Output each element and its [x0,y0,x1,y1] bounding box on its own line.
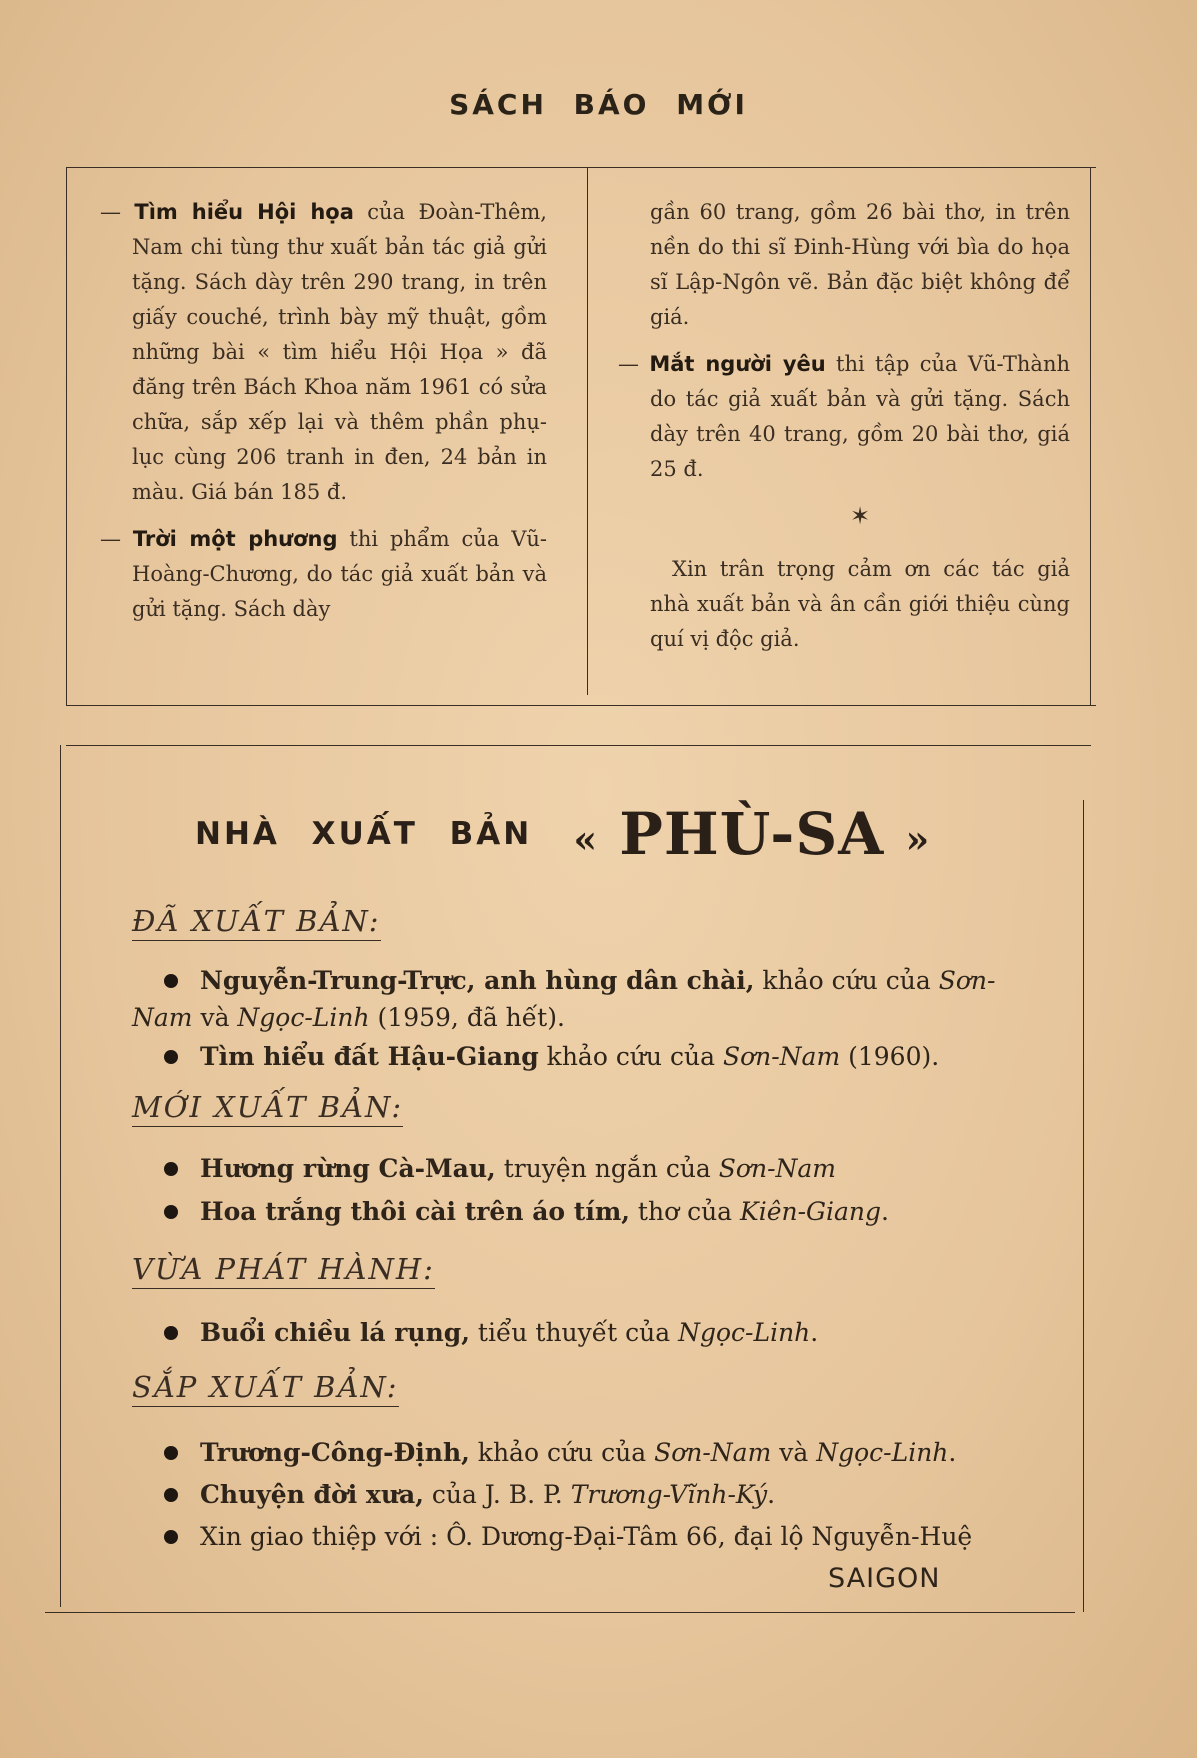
item-title: Tìm hiểu đất Hậu-Giang [200,1042,539,1071]
bullet-icon [164,1162,178,1176]
top-box-bottom-rule [66,705,1096,706]
item-author: Sơn-Nam [722,1042,841,1071]
item-title: Hoa trắng thôi cài trên áo tím, [200,1197,630,1226]
item-title: Trương-Công-Định, [200,1438,470,1467]
book-entry: — Trời một phương thi phẩm của Vũ-Hoàng-Chương, do tác giả xuất bản và gửi tặng. Sách dày [100,527,547,621]
item-author: Trương-Vĩnh-Ký [570,1480,768,1509]
page-heading: SÁCH BÁO MỚI [449,88,748,121]
item-desc: truyện ngắn của [495,1154,719,1183]
city-label: SAIGON [828,1563,941,1594]
item-title: Chuyện đời xưa, [200,1480,424,1509]
star-ornament: ✶ [849,502,871,530]
thanks-note: Xin trân trọng cảm ơn các tác giả nhà xuất bản và ân cần giới thiệu cùng quí vị độc giả. [650,557,1070,651]
section-heading-new: MỚI XUẤT BẢN: [132,1090,403,1127]
new-books-left-column [100,195,547,639]
item-author: Kiên-Giang [740,1197,882,1226]
item-author: Ngọc-Linh [237,1003,370,1032]
item-desc: khảo cứu của [538,1042,723,1071]
item-author: Ngọc-Linh [816,1438,949,1467]
item-title: Buổi chiều lá rụng, [200,1318,470,1347]
publisher-label: NHÀ XUẤT BẢN [195,816,533,852]
bullet-icon [164,1446,178,1460]
section-heading-just-released: VỪA PHÁT HÀNH: [132,1252,435,1289]
item-author: Sơn-Nam [718,1154,837,1183]
item-tail: . [948,1438,957,1467]
publisher-title [195,800,1015,868]
book-entry: — Mắt người yêu thi tập của Vũ-Thành do tác giả xuất bản và gửi tặng. Sách dày trên 40 trang, gồm 20 bài thơ, giá 25 đ. [618,352,1070,481]
book-description: thi tập của Vũ-Thành do tác giả xuất bản và gửi tặng. Sách dày trên 40 trang, gồm 20 bài thơ, giá 25 đ. [650,352,1070,481]
bullet-icon [164,1326,178,1340]
bottom-box-top-rule [66,745,1091,746]
bottom-box-right-rule [1083,800,1084,1612]
bullet-icon [164,1205,178,1219]
bullet-icon [164,1530,178,1544]
item-tail: (1959, đã hết). [369,1003,565,1032]
list-item [132,1038,1042,1075]
book-continuation: gần 60 trang, gồm 26 bài thơ, in trên nền do thi sĩ Đinh-Hùng với bìa do họa sĩ Lập-Ngôn vẽ. Bản đặc biệt không để giá. [650,200,1070,329]
item-desc: khảo cứu của [469,1438,655,1467]
book-title: Trời một phương [132,527,338,551]
list-item [132,1193,1042,1230]
list-item [132,1314,1042,1351]
item-tail: (1960). [840,1042,940,1071]
item-tail: . [881,1197,889,1226]
item-desc: khảo cứu của [754,966,939,995]
book-title: Mắt người yêu [649,352,826,376]
top-box-top-rule [66,167,1096,168]
book-description: thi phẩm của Vũ-Hoàng-Chương, do tác giả xuất bản và gửi tặng. Sách dày [132,527,547,621]
contact-text: Xin giao thiệp với : Ô. Dương-Đại-Tâm 66, đại lộ Nguyễn-Huệ [200,1522,973,1551]
close-quote: » [905,816,931,862]
item-title: Nguyễn-Trung-Trực, anh hùng dân chài, [200,966,755,995]
top-box-left-rule [66,167,67,705]
section-heading-published: ĐÃ XUẤT BẢN: [132,904,381,941]
list-item [132,1476,1042,1513]
bottom-box-bottom-rule [45,1612,1075,1613]
item-and: và [192,1003,238,1032]
item-desc: thơ của [629,1197,741,1226]
item-desc: của J. B. P. [423,1480,571,1509]
top-box-right-rule [1090,167,1091,705]
list-item [132,962,1042,1036]
book-description: của Đoàn-Thêm, Nam chi tùng thư xuất bản tác giả gửi tặng. Sách dày trên 290 trang, in trên giấy couché, trình bày mỹ thuật, gồm những bài « tìm hiểu Hội Họa » đã đăng trên Bách Khoa năm 1961 có sửa chữa, sắp xếp lại và thêm phần phụ-lục cùng 206 tranh in đen, 24 bản in màu. Giá bán 185 đ. [132,200,547,504]
book-entry: — Tìm hiểu Hội họa của Đoàn-Thêm, Nam chi tùng thư xuất bản tác giả gửi tặng. Sách dày trên 290 trang, in trên giấy couché, trình bày mỹ thuật, gồm những bài « tìm hiểu Hội Họa » đã đăng trên Bách Khoa năm 1961 có sửa chữa, sắp xếp lại và thêm phần phụ-lục cùng 206 tranh in đen, 24 bản in màu. Giá bán 185 đ. [100,200,547,504]
book-title: Tìm hiểu Hội họa [134,200,354,224]
publisher-name-text: PHÙ-SA [619,800,885,868]
item-tail: . [810,1318,819,1347]
top-box-center-rule [587,167,588,695]
new-books-right-column [618,195,1070,669]
bullet-icon [164,1488,178,1502]
item-and: và [771,1438,817,1467]
item-author: Ngọc-Linh [678,1318,811,1347]
list-item [132,1150,1042,1187]
bullet-icon [164,974,178,988]
bullet-icon [164,1050,178,1064]
item-author: Sơn-Nam [654,1438,772,1467]
list-item [132,1434,1042,1471]
contact-line [132,1518,1042,1555]
publisher-name [573,800,930,868]
section-heading-upcoming: SẮP XUẤT BẢN: [132,1370,399,1407]
item-author: Sơn-Nam [132,966,996,1032]
item-desc: tiểu thuyết của [469,1318,679,1347]
item-title: Hương rừng Cà-Mau, [200,1154,496,1183]
open-quote: « [573,816,599,862]
bottom-box-left-rule [60,745,61,1607]
item-tail: . [767,1480,776,1509]
